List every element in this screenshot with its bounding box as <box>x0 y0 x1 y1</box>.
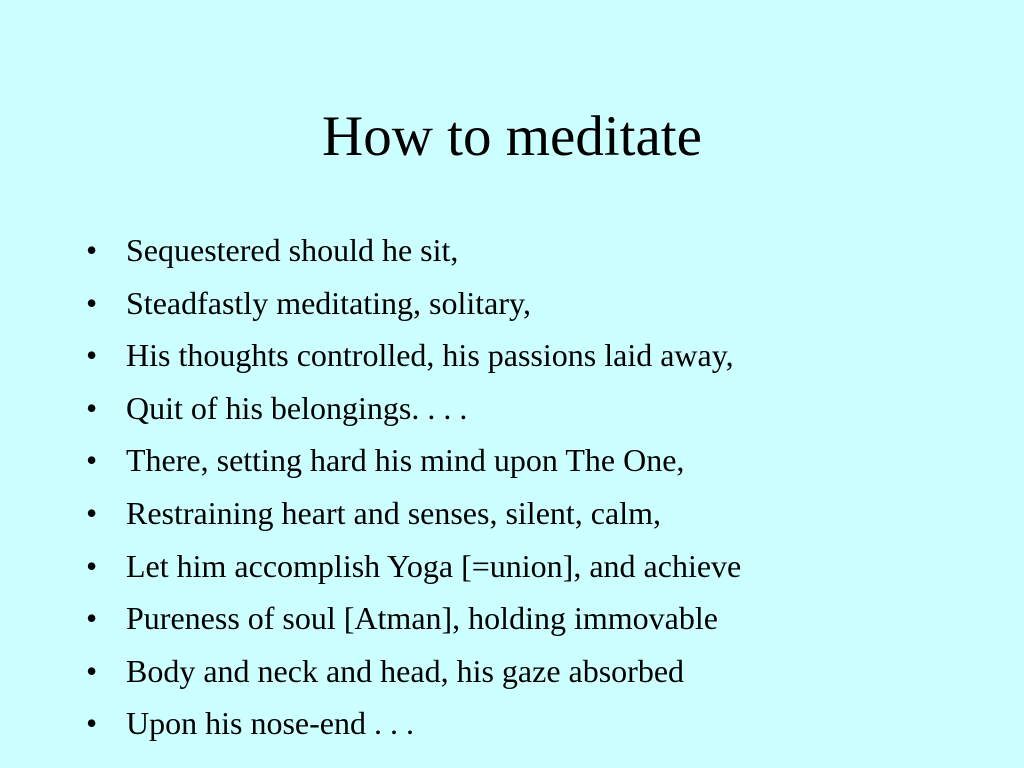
bullet-item <box>82 224 741 277</box>
bullet-dot-icon: • <box>86 284 98 321</box>
bullet-item <box>82 277 741 330</box>
bullet-dot-icon: • <box>86 494 98 531</box>
bullet-dot-icon: • <box>86 705 98 742</box>
bullet-text: Restraining heart and senses, silent, calm, <box>126 494 661 531</box>
bullet-text: Body and neck and head, his gaze absorbed <box>126 652 685 689</box>
bullet-item <box>82 645 741 698</box>
bullet-dot-icon: • <box>86 547 98 584</box>
bullet-item <box>82 540 741 593</box>
bullet-dot-icon: • <box>86 389 98 426</box>
bullet-text: Quit of his belongings. . . . <box>126 389 468 426</box>
bullet-text: His thoughts controlled, his passions laid away, <box>126 337 734 374</box>
bullet-item <box>82 697 741 750</box>
bullet-text: Upon his nose-end . . . <box>126 705 414 742</box>
bullet-dot-icon: • <box>86 337 98 374</box>
bullet-dot-icon: • <box>86 652 98 689</box>
bullet-item <box>82 592 741 645</box>
bullet-dot-icon: • <box>86 600 98 637</box>
bullet-list <box>82 224 741 750</box>
bullet-text: Steadfastly meditating, solitary, <box>126 284 531 321</box>
bullet-text: There, setting hard his mind upon The One, <box>126 442 685 479</box>
bullet-dot-icon: • <box>86 442 98 479</box>
slide-title: How to meditate <box>322 105 702 168</box>
bullet-item <box>82 487 741 540</box>
bullet-item <box>82 382 741 435</box>
bullet-dot-icon: • <box>86 232 98 268</box>
bullet-text: Let him accomplish Yoga [=union], and achieve <box>126 547 742 584</box>
bullet-text: Sequestered should he sit, <box>126 232 459 268</box>
bullet-item <box>82 329 741 382</box>
bullet-item <box>82 434 741 487</box>
bullet-text: Pureness of soul [Atman], holding immovable <box>126 600 718 637</box>
